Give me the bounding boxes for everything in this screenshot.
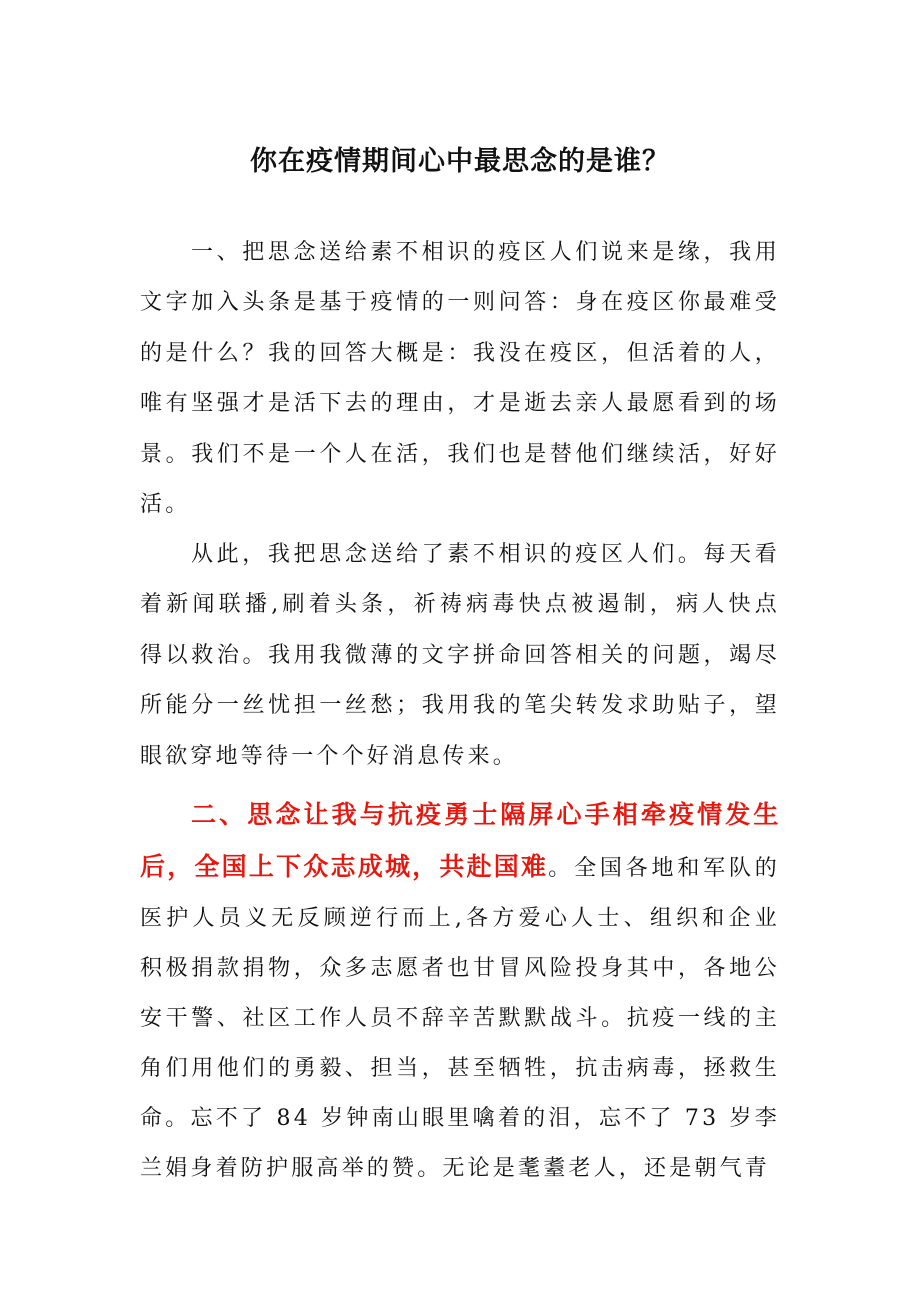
section-heading: 二、思念让我与抗疫勇士隔屏心手相牵疫情发生后，全国上下众志成城，共赴国难 (140, 800, 780, 881)
paragraph-2: 从此，我把思念送给了素不相识的疫区人们。每天看着新闻联播,刷着头条，祈祷病毒快点被遏制，病人快点得以救治。我用我微薄的文字拼命回答相关的问题，竭尽所能分一丝忧担一丝愁；我用我的笔尖转发求助贴子，望眼欲穿地等待一个个好消息传来。 (140, 542, 780, 769)
document-title: 你在疫情期间心中最思念的是谁？ (250, 146, 670, 177)
paragraph-1: 一、把思念送给素不相识的疫区人们说来是缘，我用文字加入头条是基于疫情的一则问答：身在疫区你最难受的是什么？我的回答大概是：我没在疫区，但活着的人，唯有坚强才是活下去的理由，才是逝去亲人最愿看到的场景。我们不是一个人在活，我们也是替他们继续活，好好活。 (140, 240, 780, 518)
paragraph-3-body: 。全国各地和军队的医护人员义无反顾逆行而上,各方爱心人士、组织和企业积极捐款捐物，众多志愿者也甘冒风险投身其中，各地公安干警、社区工作人员不辞辛苦默默战斗。抗疫一线的主角们用他们的勇毅、担当，甚至牺牲，抗击病毒，拯救生命。忘不了 84 岁钟南山眼里噙着的泪，忘不了 73 岁李兰娟身着防护服高举的赞。无论是耄耋老人，还是朝气青 (140, 856, 780, 1181)
paragraph-3 (140, 790, 780, 1194)
